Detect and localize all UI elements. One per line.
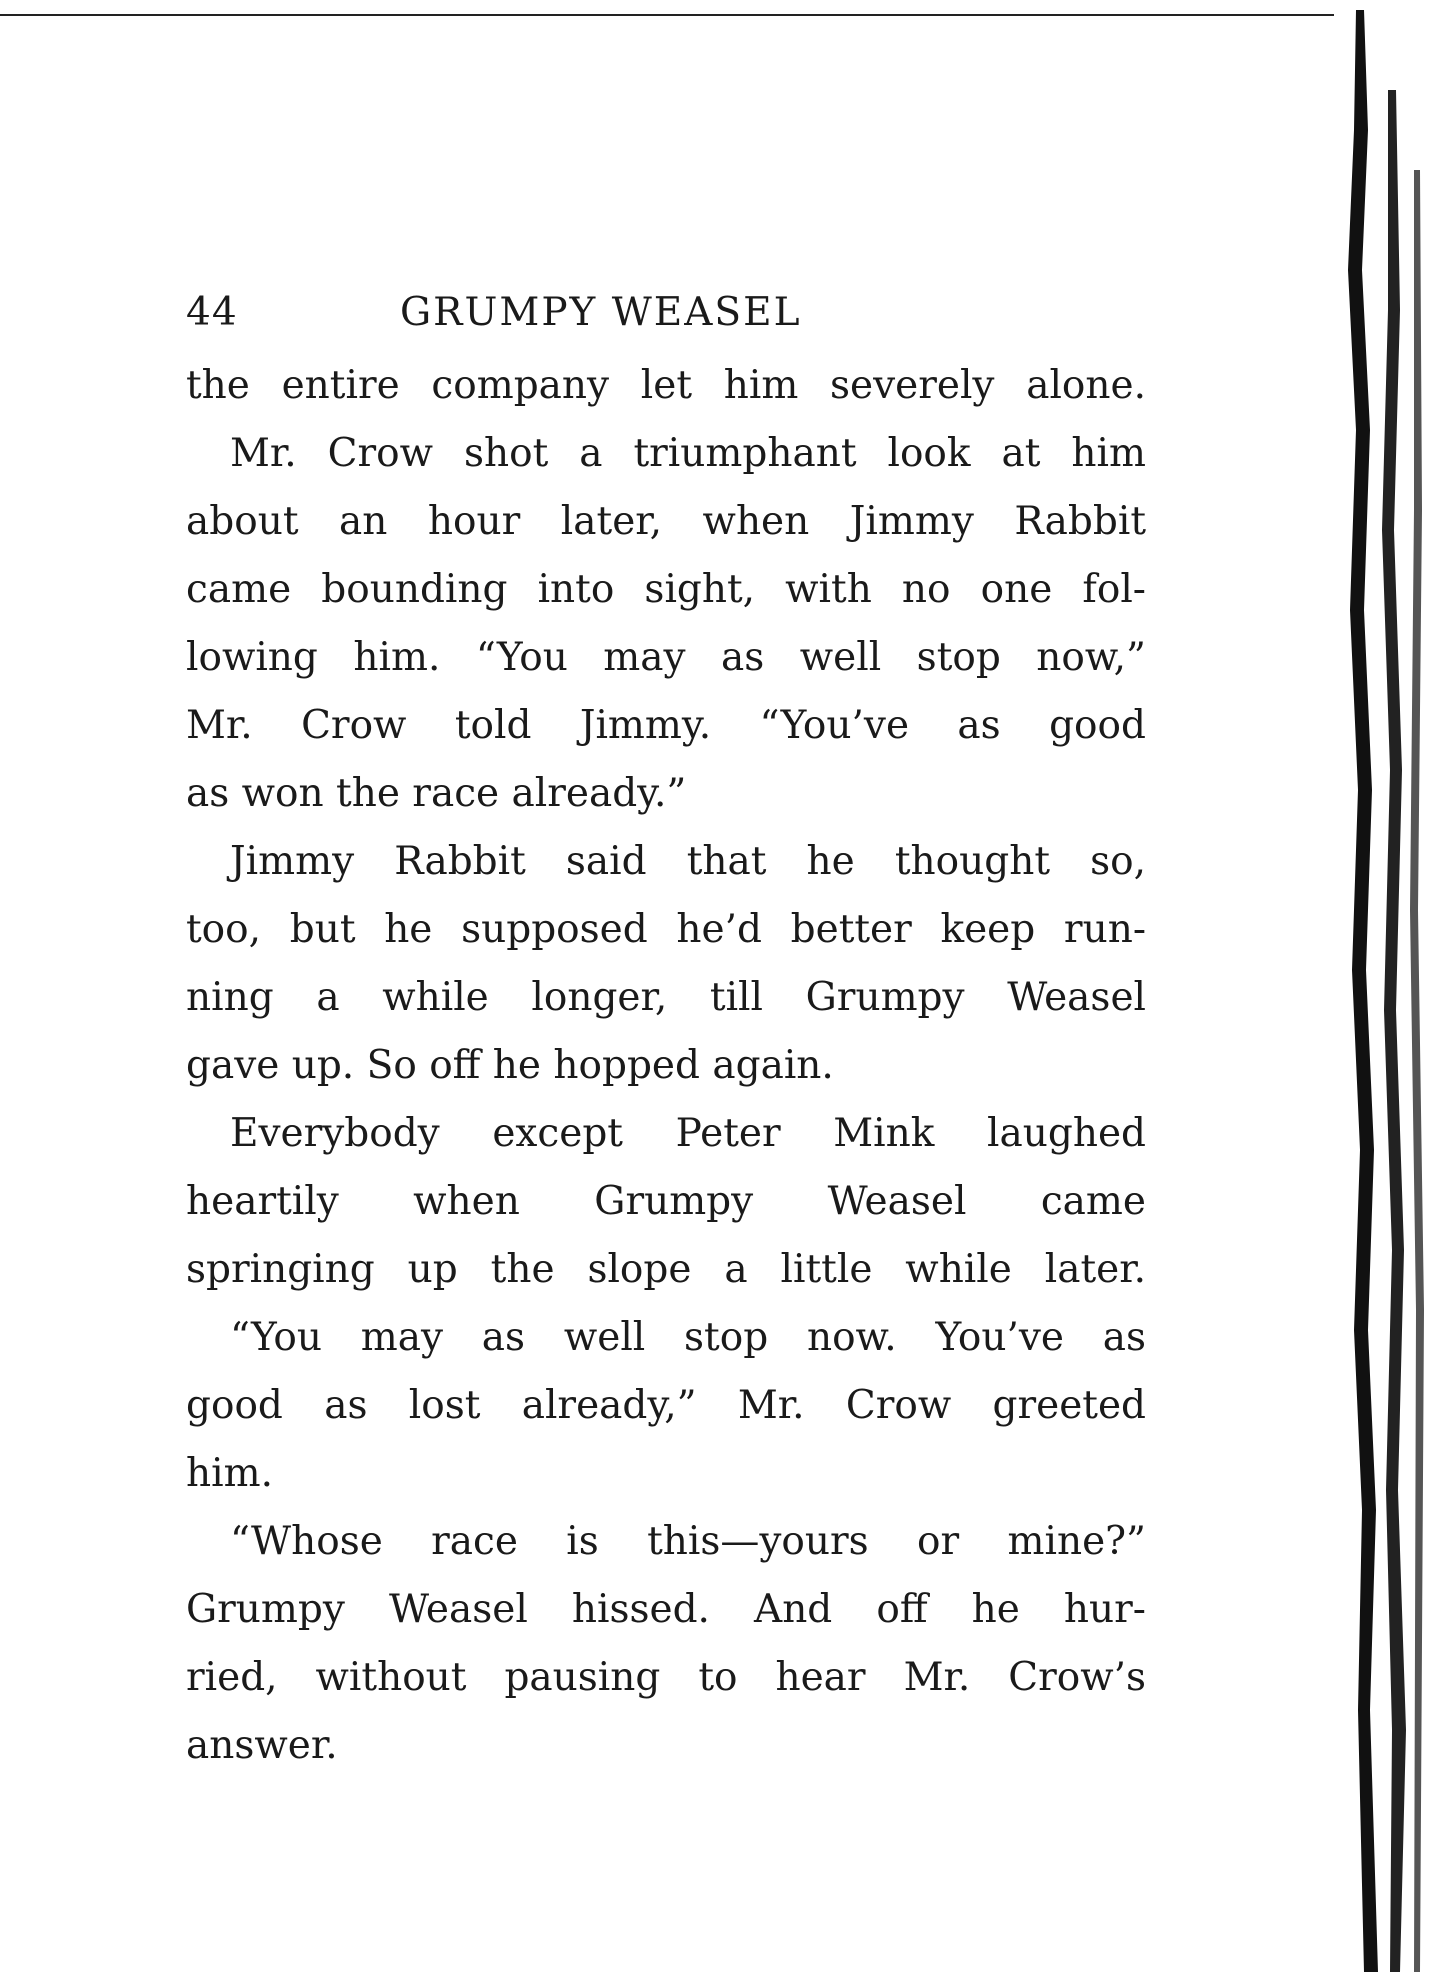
text-line: Mr. Crow told Jimmy. “You’ve as good	[186, 703, 1146, 748]
text-line: Grumpy Weasel hissed. And off he hur-	[186, 1587, 1146, 1632]
page-number: 44	[186, 290, 238, 335]
running-title: GRUMPY WEASEL	[400, 290, 802, 335]
text-line: springing up the slope a little while later.	[186, 1247, 1146, 1292]
text-line: gave up. So off he hopped again.	[186, 1043, 834, 1088]
book-page	[186, 290, 1146, 1780]
text-line: lowing him. “You may as well stop now,”	[186, 635, 1146, 680]
text-line: heartily when Grumpy Weasel came	[186, 1179, 1146, 1224]
body-text	[186, 352, 1146, 1780]
text-line: him.	[186, 1451, 273, 1496]
text-line: Mr. Crow shot a triumphant look at him	[230, 431, 1146, 476]
text-line: too, but he supposed he’d better keep run-	[186, 907, 1146, 952]
text-line: “You may as well stop now. You’ve as	[230, 1315, 1146, 1360]
running-head	[186, 290, 1146, 350]
text-line: “Whose race is this—yours or mine?”	[230, 1519, 1146, 1564]
text-line: ning a while longer, till Grumpy Weasel	[186, 975, 1146, 1020]
text-line: Jimmy Rabbit said that he thought so,	[230, 839, 1146, 884]
text-line: good as lost already,” Mr. Crow greeted	[186, 1383, 1146, 1428]
text-line: ried, without pausing to hear Mr. Crow’s	[186, 1655, 1146, 1700]
text-line: the entire company let him severely alone.	[186, 363, 1146, 408]
text-line: came bounding into sight, with no one fol-	[186, 567, 1146, 612]
top-rule	[0, 14, 1438, 16]
text-line: Everybody except Peter Mink laughed	[230, 1111, 1146, 1156]
text-line: about an hour later, when Jimmy Rabbit	[186, 499, 1146, 544]
binding-edge	[1334, 10, 1438, 1972]
text-line: answer.	[186, 1723, 338, 1768]
text-line: as won the race already.”	[186, 771, 687, 816]
